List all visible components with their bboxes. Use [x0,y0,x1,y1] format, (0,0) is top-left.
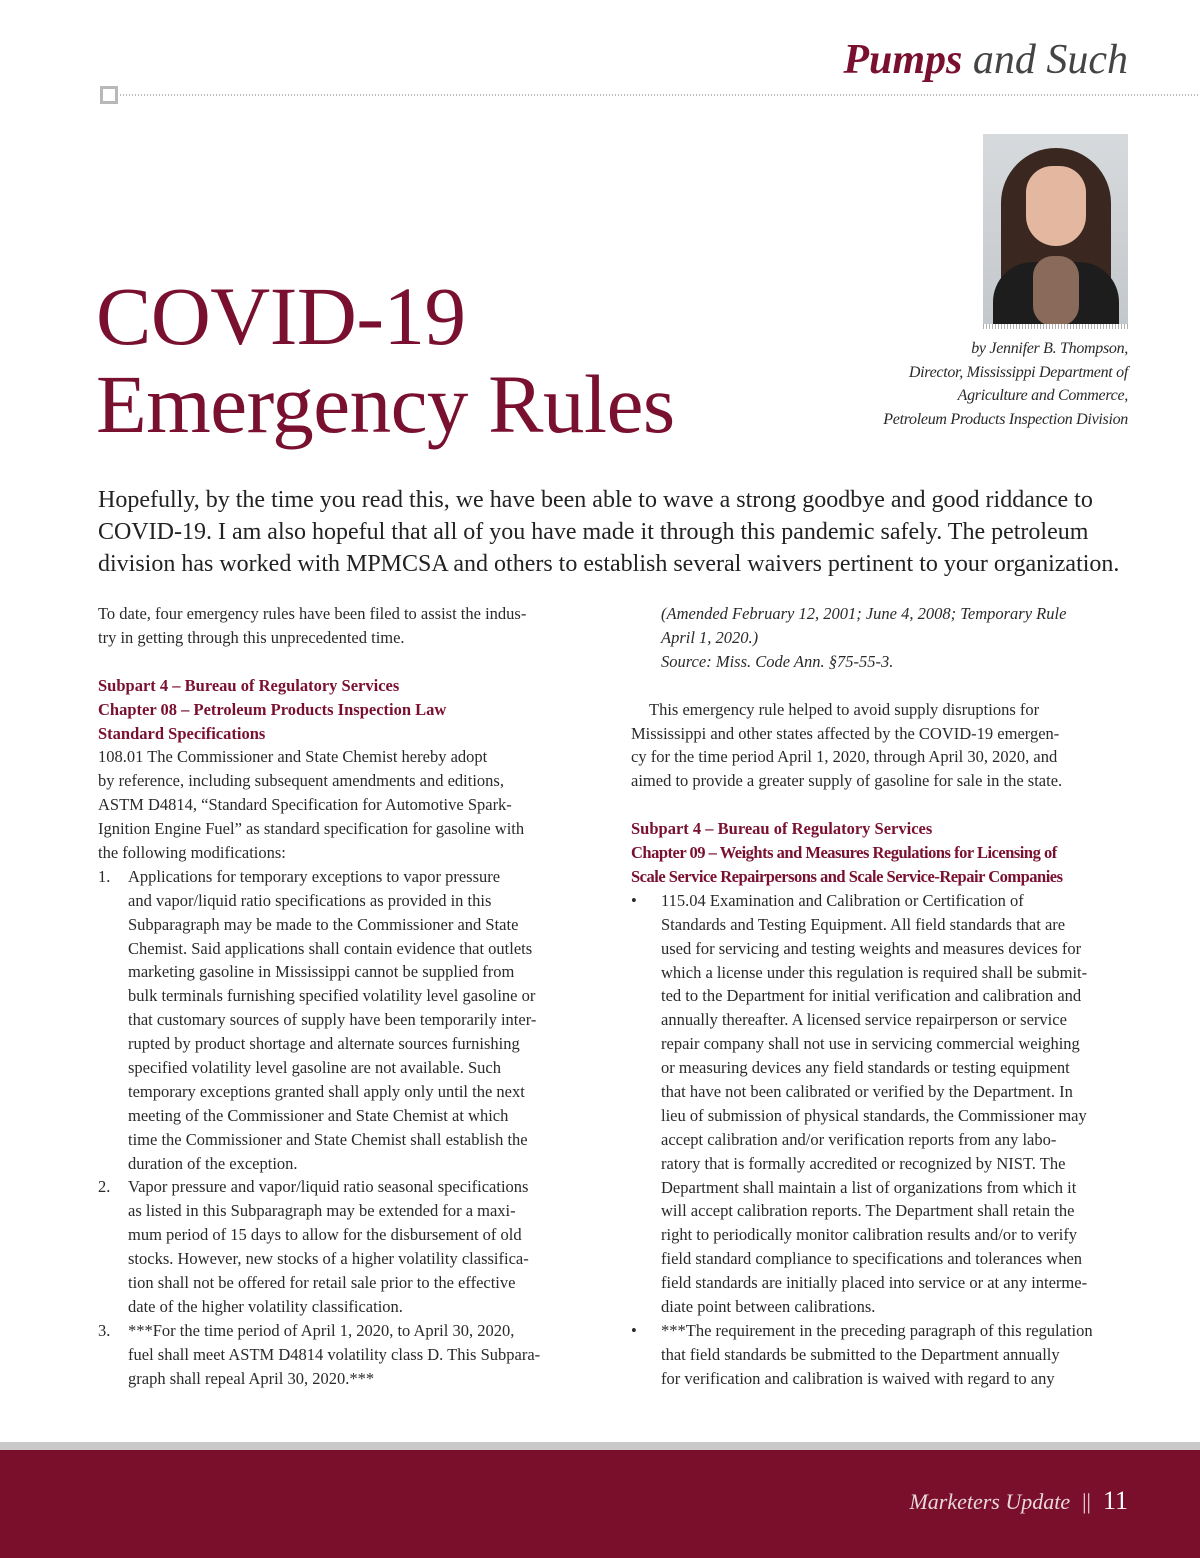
list-item [98,1319,598,1391]
byline-line: Agriculture and Commerce, [957,387,1128,404]
footer-separator: || [1082,1489,1091,1514]
text-line: time the Commissioner and State Chemist shall establish the [128,1129,528,1149]
footer-stripe [0,1442,1200,1450]
text-line: April 1, 2020.) [661,627,759,647]
text-line: Mississippi and other states affected by the COVID-19 emergen- [631,723,1060,743]
article-title-line: COVID-19 [96,270,466,362]
text-line: (Amended February 12, 2001; June 4, 2008; Temporary Rule [661,604,1067,623]
photo-rule [983,324,1128,329]
regulation-paragraph [98,745,598,864]
text-line: lieu of submission of physical standards, the Commissioner may [661,1105,1087,1125]
text-line: right to periodically monitor calibration results and/or to verify [661,1225,1078,1245]
text-line: will accept calibration reports. The Department shall retain the [661,1201,1075,1221]
byline [883,337,1128,431]
text-line: 115.04 Examination and Calibration or Certification of [661,890,1024,910]
list-marker: • [631,890,637,910]
author-photo-scarf [1033,256,1079,324]
text-line: marketing gasoline in Mississippi cannot be supplied from [128,962,515,982]
list-item [98,865,598,1176]
text-line: bulk terminals furnishing specified volatility level gasoline or [128,986,536,1006]
text-line: temporary exceptions granted shall apply only until the next [128,1081,525,1101]
text-line: Department shall maintain a list of organizations from which it [661,1177,1077,1197]
text-line: graph shall repeal April 30, 2020.*** [128,1368,375,1388]
text-line: mum period of 15 days to allow for the disbursement of old [128,1225,522,1245]
left-column [98,602,598,1391]
text-line: date of the higher volatility classification. [128,1296,403,1316]
text-line: specified volatility level gasoline are not available. Such [128,1058,501,1078]
text-line: or measuring devices any field standards or testing equipment [661,1058,1070,1078]
text-line: ratory that is formally accredited or recognized by NIST. The [661,1153,1066,1173]
intro-line: Hopefully, by the time you read this, we have been able to wave a strong goodbye and good riddance to [98,487,1093,513]
intro-line: division has worked with MPMCSA and others to establish several waivers pertinent to your organization. [98,551,1120,577]
bullet-list [631,889,1131,1391]
text-line: as listed in this Subparagraph may be extended for a maxi- [128,1201,516,1221]
text-line: meeting of the Commissioner and State Chemist at which [128,1105,509,1125]
magazine-name: Marketers Update [909,1489,1071,1514]
text-line: duration of the exception. [128,1153,298,1173]
text-line: that customary sources of supply have been temporarily inter- [128,1010,537,1030]
text-line: try in getting through this unprecedented time. [98,627,405,647]
section-header-strong: Pumps [843,37,963,83]
subpart-heading: Subpart 4 – Bureau of Regulatory Services [631,819,933,839]
amendment-note [631,602,1131,674]
list-marker: • [631,1320,637,1340]
text-line: for verification and calibration is waived with regard to any [661,1368,1055,1388]
subpart-heading: Subpart 4 – Bureau of Regulatory Services [98,675,400,695]
header-rule-box [100,86,118,104]
text-line: accept calibration and/or verification reports from any labo- [661,1129,1057,1149]
list-marker: 2. [98,1177,111,1197]
text-line: aimed to provide a greater supply of gasoline for sale in the state. [631,771,1063,791]
text-line: fuel shall meet ASTM D4814 volatility class D. This Subpara- [128,1344,541,1364]
text-line: 108.01 The Commissioner and State Chemist hereby adopt [98,747,488,767]
right-column [631,602,1131,1391]
text-line: repair company shall not use in servicing commercial weighing [661,1034,1080,1054]
text-line: which a license under this regulation is required shall be submit- [661,962,1088,982]
text-line: To date, four emergency rules have been filed to assist the indus- [98,604,527,623]
bullet-item [631,1319,1131,1391]
text-line: Standards and Testing Equipment. All field standards that are [661,914,1066,934]
list-item [98,1175,598,1318]
text-line: Subparagraph may be made to the Commissioner and State [128,914,519,934]
text-line: rupted by product shortage and alternate sources furnishing [128,1034,520,1054]
text-line: that have not been calibrated or verified by the Department. In [661,1082,1073,1102]
text-line: and vapor/liquid ratio specifications as provided in this [128,890,492,910]
article-title [96,272,675,448]
text-line: Applications for temporary exceptions to vapor pressure [128,866,501,886]
author-photo [983,134,1128,324]
byline-line: Petroleum Products Inspection Division [883,410,1128,428]
text-line: ASTM D4814, “Standard Specification for Automotive Spark- [98,795,512,815]
intro-line: COVID-19. I am also hopeful that all of you have made it through this pandemic safely. The petroleum [98,519,1089,545]
text-line: used for servicing and testing weights and measures devices for [661,938,1082,958]
text-line: that field standards be submitted to the Department annually [661,1344,1060,1364]
text-line: by reference, including subsequent amendments and editions, [98,771,504,791]
footer-text [909,1486,1128,1516]
section-header-rest: and Such [972,37,1128,83]
byline-line: by Jennifer B. Thompson, [971,340,1128,357]
text-line: Source: Miss. Code Ann. §75-55-3. [661,651,894,671]
left-intro-paragraph [98,602,598,650]
text-line: Vapor pressure and vapor/liquid ratio seasonal specifications [128,1177,529,1197]
intro-paragraph [98,484,1138,580]
text-line: Chemist. Said applications shall contain evidence that outlets [128,938,533,958]
text-line: cy for the time period April 1, 2020, through April 30, 2020, and [631,747,1058,767]
list-marker: 1. [98,866,111,886]
section-header [843,36,1128,84]
page-number: 11 [1102,1486,1128,1515]
text-line: ***For the time period of April 1, 2020, to April 30, 2020, [128,1320,515,1340]
text-line: stocks. However, new stocks of a higher volatility classifica- [128,1249,529,1269]
text-line: This emergency rule helped to avoid supply disruptions for [649,699,1040,719]
summary-paragraph [631,698,1131,794]
chapter-heading: Chapter 08 – Petroleum Products Inspection Law [98,699,447,719]
chapter-heading: Chapter 09 – Weights and Measures Regulations for Licensing of [631,843,1057,863]
text-line: ***The requirement in the preceding paragraph of this regulation [661,1320,1093,1340]
text-line: field standard compliance to specifications and tolerances when [661,1249,1083,1269]
text-line: diate point between calibrations. [661,1297,876,1317]
article-title-line: Emergency Rules [96,358,675,450]
list-marker: 3. [98,1320,111,1340]
chapter-heading-continued: Scale Service Repairpersons and Scale Service-Repair Companies [631,867,1063,887]
text-line: Ignition Engine Fuel” as standard specification for gasoline with [98,819,525,839]
text-line: tion shall not be offered for retail sale prior to the effective [128,1273,516,1293]
text-line: ted to the Department for initial verification and calibration and [661,986,1082,1006]
author-photo-face [1026,166,1086,246]
section-heading: Standard Specifications [98,723,266,743]
text-line: annually thereafter. A licensed service repairperson or service [661,1010,1067,1030]
text-line: the following modifications: [98,843,286,863]
header-rule-line [120,94,1200,96]
byline-line: Director, Mississippi Department of [908,363,1128,381]
text-line: field standards are initially placed into service or at any interme- [661,1273,1088,1293]
numbered-list [98,865,598,1391]
bullet-item [631,889,1131,1319]
